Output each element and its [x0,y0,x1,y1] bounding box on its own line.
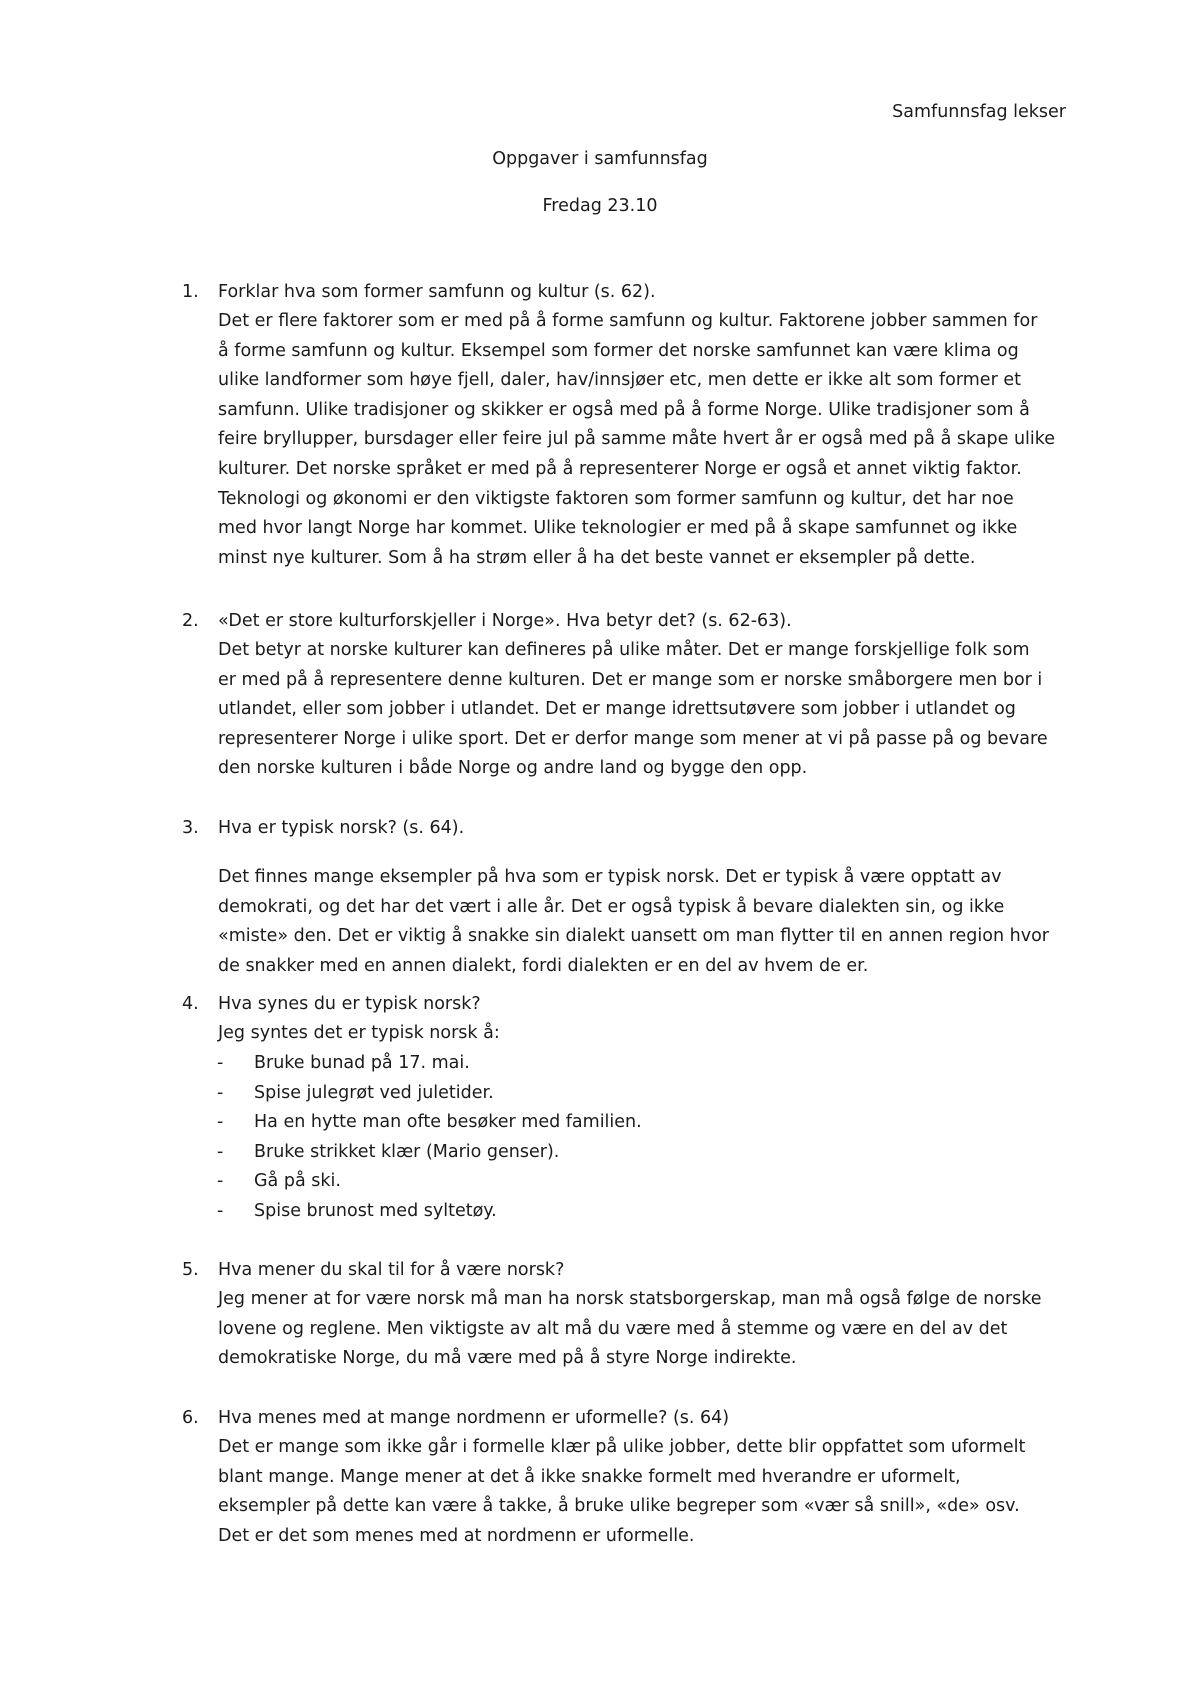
list-item-text: Ha en hytte man ofte besøker med familien. [254,1112,642,1133]
header-label: Samfunnsfag lekser [892,102,1066,122]
answer-line: blant mange. Mange mener at det å ikke snakke formelt med hverandre er uformelt, [218,1466,961,1487]
list-item-text: Spise brunost med syltetøy. [254,1200,497,1221]
answer-line: Det betyr at norske kulturer kan defineres på ulike måter. Det er mange forskjellige folk som [218,640,1030,660]
answer-line: Det er mange som ikke går i formelle klær på ulike jobber, dette blir oppfattet som uformelt [218,1437,1026,1457]
answer-line: «miste» den. Det er viktig å snakke sin dialekt uansett om man flytter til en annen region hvor [218,926,1049,947]
question-text: Hva mener du skal til for å være norsk? [218,1260,565,1280]
bullet-dash: - [217,1141,224,1162]
bullet-list [218,1049,1068,1227]
question-number: 1. [182,282,199,302]
answer-line: de snakker med en annen dialekt, fordi dialekten er en del av hvem de er. [218,955,869,976]
answer-line: Jeg mener at for være norsk må man ha norsk statsborgerskap, man må også følge de norske [218,1289,1042,1309]
list-item-text: Gå på ski. [254,1171,341,1192]
answer-line: Det er flere faktorer som er med på å forme samfunn og kultur. Faktorene jobber sammen for [218,311,1038,331]
list-item-text: Bruke bunad på 17. mai. [254,1053,470,1073]
bullet-dash: - [217,1171,224,1192]
question-text: Forklar hva som former samfunn og kultur (s. 62). [218,282,656,302]
page-title: Oppgaver i samfunnsfag [492,149,708,169]
list-item [218,1079,1068,1109]
list-item [218,1108,1068,1138]
list-item [218,1167,1068,1197]
answer-text [218,863,1068,981]
question-text: Hva menes med at mange nordmenn er uformelle? (s. 64) [218,1408,730,1428]
bullet-dash: - [217,1200,224,1221]
list-item [218,1049,1068,1079]
question-number: 5. [182,1260,199,1280]
answer-text [218,1433,1068,1551]
bullet-dash: - [217,1082,224,1103]
bullet-dash: - [217,1053,224,1073]
question-text: Hva synes du er typisk norsk? [218,994,481,1014]
answer-line: eksempler på dette kan være å takke, å bruke ulike begreper som «vær så snill», «de» osv. [218,1496,1020,1517]
answer-text [218,1285,1068,1374]
answer-text [218,1019,1068,1049]
list-item [218,1138,1068,1168]
question-text: Hva er typisk norsk? (s. 64). [218,818,465,838]
answer-line: er med på å representere denne kulturen. Det er mange som er norske småborgere men bor i [218,669,1043,690]
question-number: 3. [182,818,199,838]
answer-line: Jeg syntes det er typisk norsk å: [218,1023,500,1043]
question-number: 2. [182,611,199,631]
list-item-text: Bruke strikket klær (Mario genser). [254,1141,560,1162]
list-item-text: Spise julegrøt ved juletider. [254,1082,494,1103]
answer-line: lovene og reglene. Men viktigste av alt må du være med å stemme og være en del av det [218,1318,1008,1339]
answer-line: ulike landformer som høye fjell, daler, hav/innsjøer etc, men dette er ikke alt som former et [218,370,1021,391]
answer-line: med hvor langt Norge har kommet. Ulike teknologier er med på å skape samfunnet og ikke [218,518,1018,539]
answer-text [218,307,1068,573]
question-text: «Det er store kulturforskjeller i Norge». Hva betyr det? (s. 62-63). [218,611,792,631]
bullet-dash: - [217,1112,224,1133]
answer-text [218,636,1068,784]
answer-line: minst nye kulturer. Som å ha strøm eller å ha det beste vannet er eksempler på dette. [218,547,976,568]
answer-line: Det finnes mange eksempler på hva som er typisk norsk. Det er typisk å være opptatt av [218,867,1002,887]
answer-line: representerer Norge i ulike sport. Det er derfor mange som mener at vi på passe på og bevare [218,728,1048,749]
answer-line: utlandet, eller som jobber i utlandet. Det er mange idrettsutøvere som jobber i utlandet og [218,699,1016,720]
answer-line: å forme samfunn og kultur. Eksempel som former det norske samfunnet kan være klima og [218,340,1019,361]
answer-line: den norske kulturen i både Norge og andre land og bygge den opp. [218,758,808,779]
answer-line: feire bryllupper, bursdager eller feire jul på samme måte hvert år er også med på å skape ulike [218,429,1056,450]
answer-line: demokrati, og det har det vært i alle år. Det er også typisk å bevare dialekten sin, og ikke [218,896,1005,917]
question-number: 6. [182,1408,199,1428]
answer-line: kulturer. Det norske språket er med på å representerer Norge er også et annet viktig faktor. [218,458,1022,479]
answer-line: Det er det som menes med at nordmenn er uformelle. [218,1525,695,1546]
question-number: 4. [182,994,199,1014]
answer-line: Teknologi og økonomi er den viktigste faktoren som former samfunn og kultur, det har noe [218,488,1014,509]
list-item [218,1197,1068,1227]
answer-line: samfunn. Ulike tradisjoner og skikker er også med på å forme Norge. Ulike tradisjoner som å [218,399,1030,420]
answer-line: demokratiske Norge, du må være med på å styre Norge indirekte. [218,1348,797,1369]
page-date: Fredag 23.10 [542,196,658,216]
